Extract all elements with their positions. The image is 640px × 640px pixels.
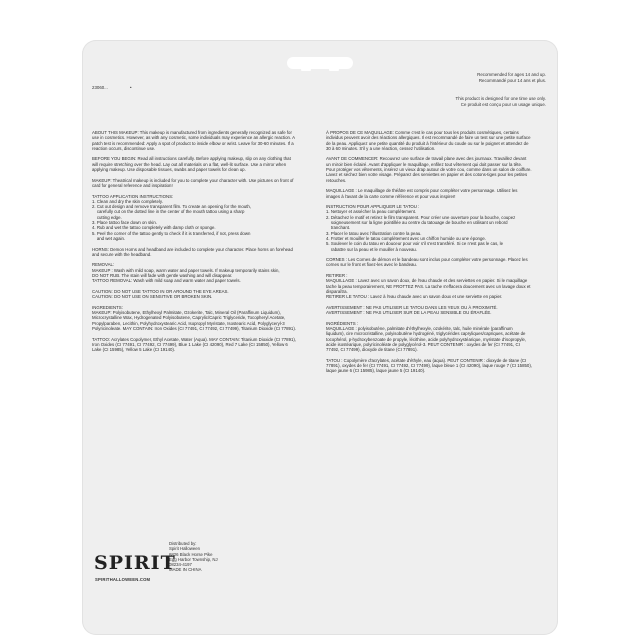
caution-paragraph: CAUTION: DO NOT USE TATTOO IN OR AROUND THE EYE AREAS. CAUTION: DO NOT USE ON SENSITIVE OR BROKEN SKIN. [92, 288, 229, 300]
makeup-paragraph: MAKEUP: Theatrical makeup is included for you to complete your character with. Use pictures on front of card for general reference and inspiration! [92, 177, 295, 188]
french-instructions [326, 130, 532, 379]
single-use-notice-en: This product is designed for one time use only. [455, 96, 546, 101]
cornes-paragraph: CORNES : Les Cornes de démon et le bandeau sont inclus pour compléter votre personnage. Placez les cornes sur le front et fixez-les avec le bandeau. [326, 257, 529, 268]
single-use-notice-fr: Ce produit est conçu pour un usage unique. [460, 102, 546, 107]
product-code: 23060... [92, 85, 108, 90]
horns-paragraph: HORNS: Demon Horns and headband are included to complete your character. Place horns on forehead and secure with the headband. [92, 246, 295, 257]
before-you-begin-paragraph: BEFORE YOU BEGIN: Read all instructions carefully. Before applying makeup, slip on any clothing that will require stretching over the head. Lay out all materials on a flat, well-lit surface. Use a mirror when applying makeup. Use disposable tissues, swabs and paper towels for clean up. [92, 156, 292, 173]
avant-de-commencer-paragraph: AVANT DE COMMENCER: Recouvrez une surface de travail plane avec des journaux. Travaillez devant un miroir bien éclairé. Avant d'appliquer le maquillage, enfilez tout vêtement qui doit passer sur la tête. Pour protéger vos vêtements, insérez un vieux drap autour de votre cou, comme dans un salon de coiffure. Lavez et séchez bien votre visage. Préparez des serviettes en papier et des cotons-tiges pour les petites retouches. [326, 156, 533, 183]
footer [94, 540, 294, 600]
maquillage-paragraph: MAQUILLAGE : Le maquillage de théâtre est compris pour compléter votre personnage. Utilisez les images à l'avant de la carte comme référence et pour vous inspirer! [326, 188, 519, 199]
bullet-dot: • [130, 85, 132, 90]
age-recommendation-fr: Recommandé pour 14 ans et plus. [478, 78, 546, 83]
product-back-card [82, 40, 558, 635]
about-makeup-paragraph: ABOUT THIS MAKEUP: This makeup is manufactured from ingredients generally recognized as safe for use in cosmetics. However, as with any cosmetic, some individuals may experience an allergic reaction. A patch test is recommended: Apply a spot of product to inside elbow or wrist. Leave for 30-60 minutes. If a reaction occurs, discontinue use. [92, 130, 297, 151]
spirit-logo: SPIRIT [94, 552, 176, 574]
a-propos-paragraph: À PROPOS DE CE MAQUILLAGE: Comme c'est le cas pour tous les produits cosmétiques, certains individus peuvent avoir des réactions allergiques. Il est recommandé de faire un test sur une petite surface de la peau. Appliquez une petite quantité du produit à l'intérieur du coude ou sur le poignet et attendez de 30 à 60 minutes. S'il y a une réaction, cessez l'utilisation. [326, 130, 532, 151]
tattoo-ingredients: TATTOO: Acrylates Copolymer, Ethyl Acetate, Water (Aqua). MAY CONTAIN: Titanium Dioxide (CI 77891), Iron Oxides (CI 77491, CI 77492, CI 77499), Blue 1 Lake (CI 42090), Red 7 Lake (CI 15850), Yellow 6 Lake (CI 15985), Yellow 5 Lake (CI 19140). [92, 336, 298, 353]
tattoo-application-instructions: TATTOO APPLICATION INSTRUCTIONS: 1. Clean and dry the skin completely. 2. Cut out design and remove transparent film. To create an opening for the mouth, carefully cut on the dotted line in the center of the mouth tattoo using a sharp cutting edge. 3. Place tattoo face down on skin. 4. Rub and wet the tattoo completely with damp cloth or sponge. 5. Peel the corner of the tattoo gently to check if it is transferred, if not, press down and wet again. [92, 193, 252, 241]
avertissement-paragraph: AVERTISSEMENT : NE PAS UTILISER LE TATOU DANS LES YEUX OU À PROXIMITÉ. AVERTISSEMENT : NE PAS UTILISER SUR DE LA PEAU SENSIBLE OU ÉRAFLÉE. [326, 304, 498, 316]
website-url: SPIRITHALLOWEEN.COM [95, 577, 151, 582]
instruction-tatou: INSTRUCTION POUR APPLIQUER LE TATOU : 1. Nettoyer et assécher la peau complètement. 2. Détachez le motif et retirez le film transparent. Pour créer une ouverture pour la bouche, coupez soigneusement sur la ligne pointillée au centre du tatouage de bouche en utilisant un rebord tranchant. 3. Placer le tatou avec l'illustration contre la peau. 4. Frotter et mouiller le tatou complètement avec un chiffon humide ou une éponge. 5. Soulever le coin du tatou en douceur pour voir s'il s'est transféré. Si ce n'est pas le cas, le rabattre sur la peau et le mouiller à nouveau. [326, 204, 516, 252]
age-recommendation-en: Recommended for ages 14 and up. [477, 72, 546, 77]
removal-paragraph: REMOVAL: MAKEUP : Wash with mild soap, warm water and paper towels. If makeup temporarily stains skin, DO NOT RUB. The stain will fade with gentle washing and will disappear. TATTOO REMOVAL: Wash with mild soap and warm water and paper towels. [92, 262, 280, 284]
english-instructions [92, 130, 298, 358]
hang-tab-cutout [287, 57, 353, 71]
makeup-ingredients: INGREDIENTS: MAKEUP: Polyisobutene, Ethylhexyl Palmitate, Ozokerite, Talc, Mineral Oil (Paraffinum Liquidum), Microcrystalline Wax, Hydrogenated Polyisobutene, Caprylic/Capric Triglyceride, Tocopheryl Acetate, Propylparaben, Lecithin, Polyhydroxystearic Acid, Isopropyl Myristate, Isostearic Acid, Polyglyceryl-3 Polyricinoleate. MAY CONTAIN: Iron Oxides (CI 77491, CI 77492, CI 77499), Titanium Dioxide (CI 77891). [92, 304, 297, 331]
ingredients-maquillage: INGRÉDIENTS : MAQUILLAGE : polyisobutène, palmitate d'éthylhexyle, ozokérite, talc, huile minérale (paraffinum liquidum), cire microcristalline, polyisobutène hydrogéné, triglycérides capryliques/capriques, acétate de tocophérol, p-hydroxybenzoate de propyle, lécithine, acide polyhydroxystéarique, myristate d'isopropyle, acide isostéarique, polyricinoléate de polyglycérol-3. PEUT CONTENIR : oxydes de fer (CI 77491, CI 77492, CI 77499), dioxyde de titane (CI 77891). [326, 320, 527, 353]
ingredients-tatou: TATOU : Copolymère d'acrylates, acétate d'éthyle, eau (aqua). PEUT CONTENIR : dioxyde de titane (CI 77891), oxydes de fer (CI 77491, CI 77492, CI 77499), laque bleue 1 (CI 42090), laque rouge 7 (CI 15850), laque jaune 6 (CI 15985), laque jaune 5 (CI 19140). [326, 357, 534, 374]
retirer-paragraph: RETIRER : MAQUILLAGE : Lavez avec un savon doux, de l'eau chaude et des serviettes en papier. Si le maquillage tache la peau temporairement, NE FROTTEZ PAS. La tache s'effacera doucement avec un lavage doux et disparaîtra. RETIRER LE TATOU : Lavez à l'eau chaude avec un savon doux et une serviette en papier. [326, 273, 531, 300]
distributor-info: Distributed by: Spirit Halloween 6826 Black Horse Pike Egg Harbor Township, NJ 08234-4197 MADE IN CHINA [169, 541, 218, 573]
